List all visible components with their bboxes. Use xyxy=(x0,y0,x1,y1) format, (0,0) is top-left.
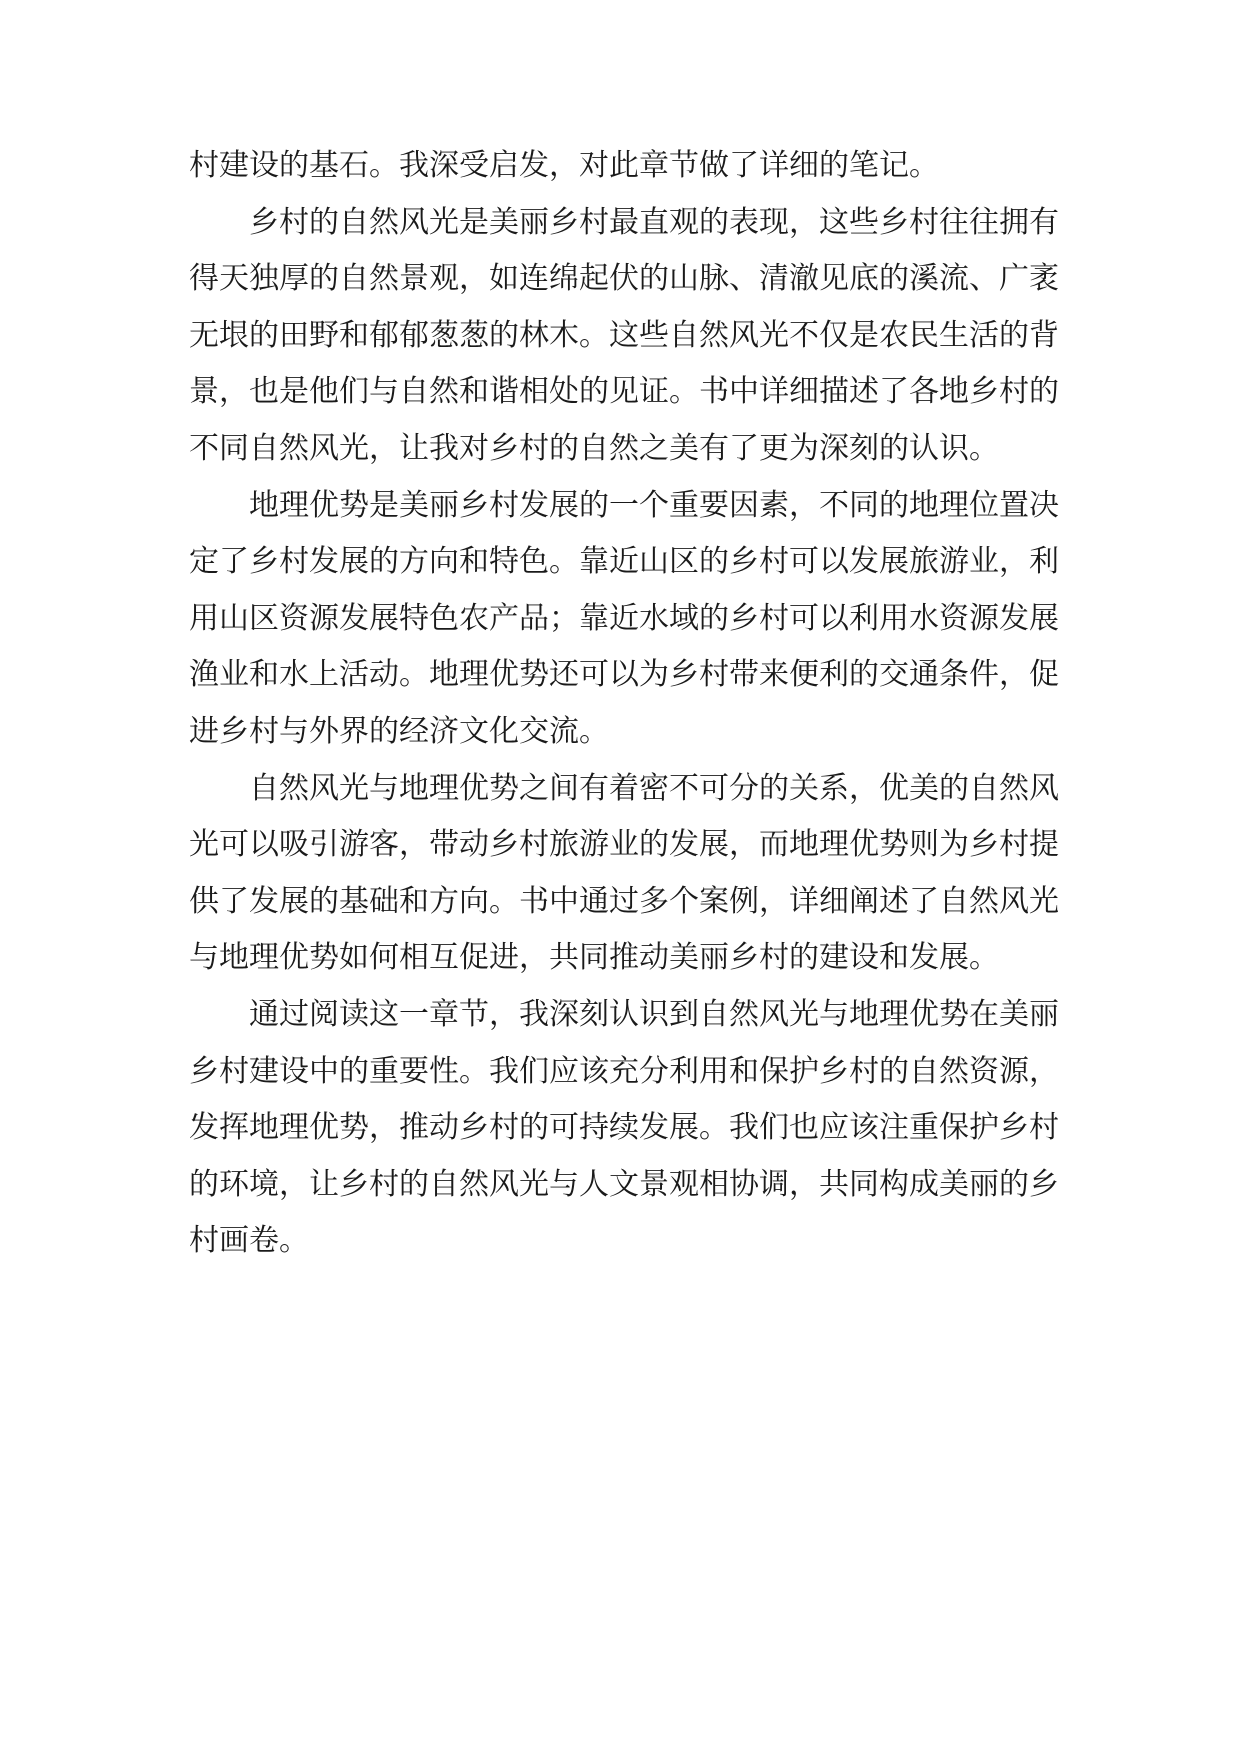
body-text xyxy=(189,138,1059,1270)
paragraph-relationship: 自然风光与地理优势之间有着密不可分的关系，优美的自然风光可以吸引游客，带动乡村旅游业的发展，而地理优势则为乡村提供了发展的基础和方向。书中通过多个案例，详细阐述了自然风光与地理优势如何相互促进，共同推动美丽乡村的建设和发展。 xyxy=(189,770,1059,976)
paragraph-conclusion: 通过阅读这一章节，我深刻认识到自然风光与地理优势在美丽乡村建设中的重要性。我们应该充分利用和保护乡村的自然资源，发挥地理优势，推动乡村的可持续发展。我们也应该注重保护乡村的环境，让乡村的自然风光与人文景观相协调，共同构成美丽的乡村画卷。 xyxy=(189,996,1059,1259)
paragraph-continued: 村建设的基石。我深受启发，对此章节做了详细的笔记。 xyxy=(189,148,939,183)
paragraph-natural-scenery: 乡村的自然风光是美丽乡村最直观的表现，这些乡村往往拥有得天独厚的自然景观，如连绵起伏的山脉、清澈见底的溪流、广袤无垠的田野和郁郁葱葱的林木。这些自然风光不仅是农民生活的背景，也是他们与自然和谐相处的见证。书中详细描述了各地乡村的不同自然风光，让我对乡村的自然之美有了更为深刻的认识。 xyxy=(189,204,1059,466)
paragraph-geographic-advantage: 地理优势是美丽乡村发展的一个重要因素，不同的地理位置决定了乡村发展的方向和特色。靠近山区的乡村可以发展旅游业，利用山区资源发展特色农产品；靠近水域的乡村可以利用水资源发展渔业和水上活动。地理优势还可以为乡村带来便利的交通条件，促进乡村与外界的经济文化交流。 xyxy=(189,487,1059,749)
